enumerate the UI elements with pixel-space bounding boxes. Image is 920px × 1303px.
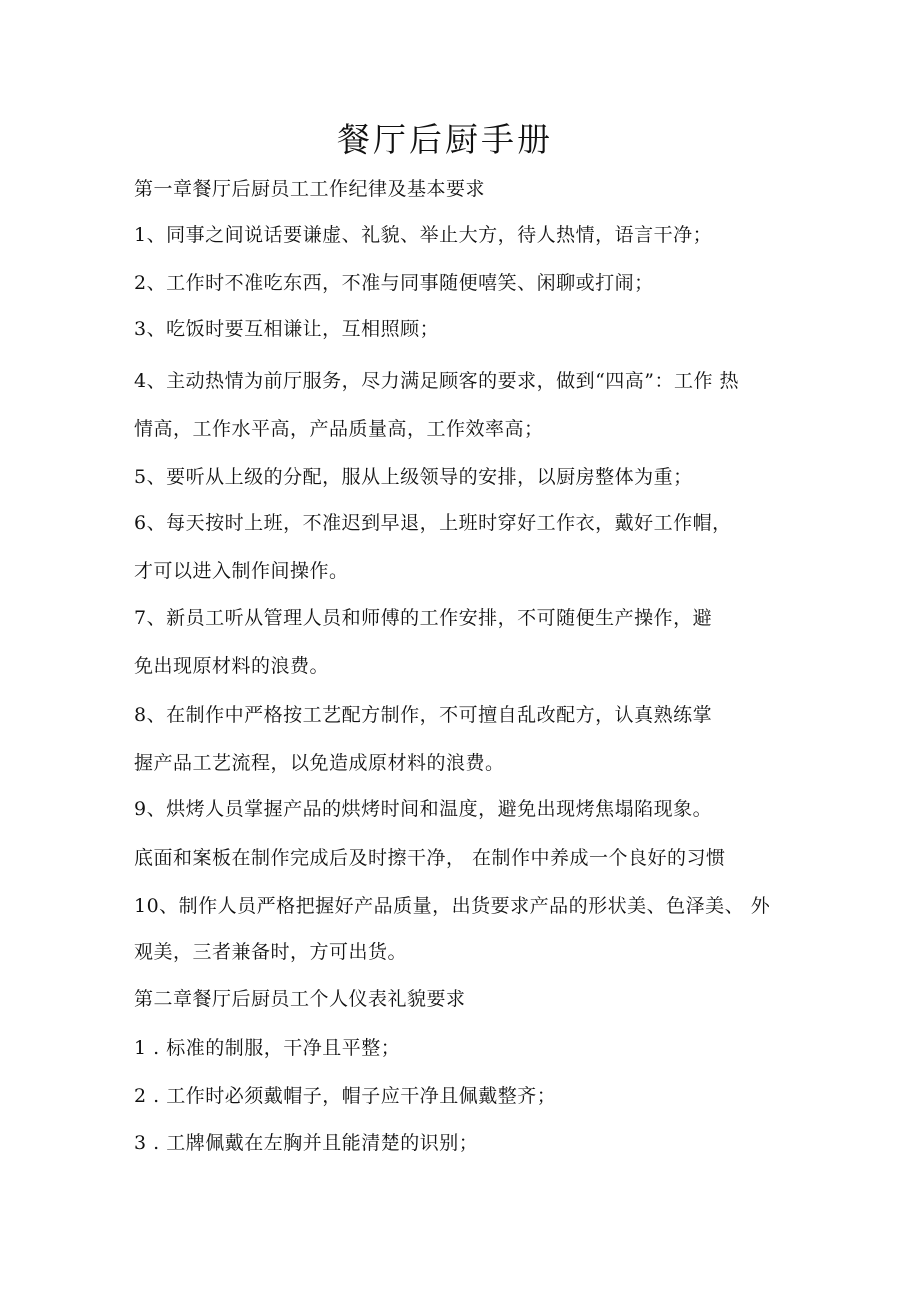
- chapter-1-line: 2、工作时不准吃东西，不准与同事随便嘻笑、闲聊或打闹；: [134, 272, 654, 294]
- chapter-1-line: 1、同事之间说话要谦虚、礼貌、举止大方，待人热情，语言干净；: [134, 224, 713, 246]
- chapter-1-line: 免出现原材料的浪费。: [134, 655, 330, 677]
- chapter-1-line: 10、制作人员严格把握好产品质量，出货要求产品的形状美、色泽美、 外: [134, 895, 771, 917]
- chapter-1-line: 6、每天按时上班，不准迟到早退，上班时穿好工作衣，戴好工作帽，: [134, 512, 732, 534]
- chapter-1-line: 7、新员工听从管理人员和师傅的工作安排，不可随便生产操作，避: [134, 607, 713, 629]
- chapter-1-line: 底面和案板在制作完成后及时擦干净， 在制作中养成一个良好的习惯: [134, 847, 726, 869]
- chapter-2-line: 2 . 工作时必须戴帽子，帽子应干净且佩戴整齐；: [134, 1085, 557, 1107]
- chapter-1-line: 观美，三者兼备时，方可出货。: [134, 941, 408, 963]
- document-title: 餐厅后厨手册: [337, 120, 553, 159]
- chapter-1-line: 情高，工作水平高，产品质量高，工作效率高；: [134, 418, 544, 440]
- chapter-1-heading: 第一章餐厅后厨员工工作纪律及基本要求: [134, 178, 486, 200]
- chapter-1-line: 5、要听从上级的分配，服从上级领导的安排，以厨房整体为重；: [134, 466, 693, 488]
- chapter-1-line: 9、烘烤人员掌握产品的烘烤时间和温度，避免出现烤焦塌陷现象。: [134, 798, 713, 820]
- chapter-1-line: 4、主动热情为前厅服务，尽力满足顾客的要求，做到“四高”：工作 热: [134, 370, 740, 392]
- chapter-1-line: 才可以进入制作间操作。: [134, 560, 349, 582]
- chapter-1-line: 8、在制作中严格按工艺配方制作，不可擅自乱改配方，认真熟练掌: [134, 704, 713, 726]
- chapter-1-line: 握产品工艺流程，以免造成原材料的浪费。: [134, 752, 505, 774]
- chapter-2-heading: 第二章餐厅后厨员工个人仪表礼貌要求: [134, 988, 466, 1010]
- chapter-2-line: 1 . 标准的制服，干净且平整；: [134, 1037, 401, 1059]
- chapter-1-line: 3、吃饭时要互相谦让，互相照顾；: [134, 318, 440, 340]
- chapter-2-line: 3 . 工牌佩戴在左胸并且能清楚的识别；: [134, 1132, 479, 1154]
